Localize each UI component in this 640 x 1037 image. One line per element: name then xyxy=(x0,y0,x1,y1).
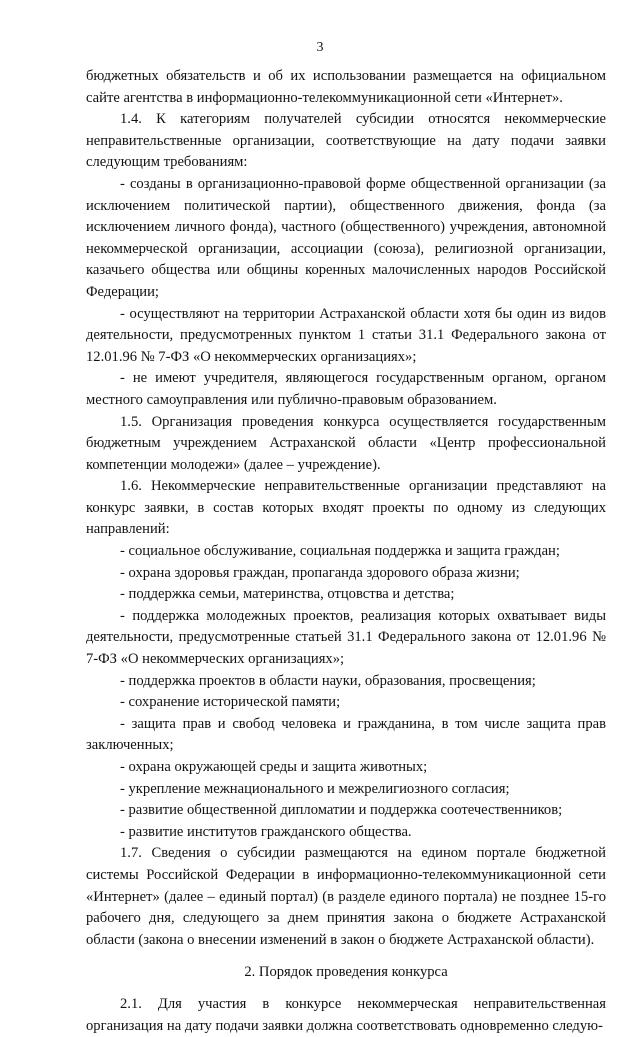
list-item: - созданы в организационно-правовой форме общественной организации (за исключением политической партии), общественного движения, фонда (за исключением личного фонда), частного (общественного) учреждения, автономной некоммерческой организации, ассоциации (союза), религиозной организации, казачьего общества или общины коренных малочисленных народов Российской Федерации; xyxy=(86,175,606,300)
list-item: - социальное обслуживание, социальная поддержка и защита граждан; xyxy=(120,543,560,560)
paragraph-2-1: 2.1. Для участия в конкурсе некоммерческая неправительственная организация на дату подачи заявки должна соответствовать одновременно следую- xyxy=(86,995,606,1034)
list-item: - не имеют учредителя, являющегося государственным органом, органом местного самоуправления или публично-правовым образованием. xyxy=(86,370,606,408)
page-number: 3 xyxy=(316,40,324,55)
list-item: - поддержка проектов в области науки, образования, просвещения; xyxy=(120,672,536,689)
list-item: - осуществляют на территории Астраханской области хотя бы один из видов деятельности, предусмотренных пунктом 1 статьи 31.1 Федерального закона от 12.01.96 № 7-ФЗ «О некоммерческих организациях»; xyxy=(86,305,606,365)
paragraph-1-6: 1.6. Некоммерческие неправительственные организации представляют на конкурс заявки, в состав которых входят проекты по одному из следующих направлений: xyxy=(86,478,606,538)
list-item: - сохранение исторической памяти; xyxy=(120,694,341,711)
list-item: - развитие общественной дипломатии и поддержка соотечественников; xyxy=(120,802,563,819)
paragraph-1-4: 1.4. К категориям получателей субсидии относятся некоммерческие неправительственные организации, соответствующие на дату подачи заявки следующим требованиям: xyxy=(86,111,606,171)
list-item: - развитие институтов гражданского общества. xyxy=(120,823,412,840)
list-item: - защита прав и свобод человека и гражданина, в том числе защита прав заключенных; xyxy=(86,715,606,754)
paragraph-1-7: 1.7. Сведения о субсидии размещаются на едином портале бюджетной системы Российской Федерации в информационно-телекоммуникационной сети «Интернет» (далее – единый портал) (в разделе единого портала) не позднее 15-го рабочего дня, следующего за днем принятия закона о бюджете Астраханской области (закона о внесении изменений в закон о бюджете Астраханской области). xyxy=(86,845,606,948)
section-heading: 2. Порядок проведения конкурса xyxy=(244,964,448,981)
paragraph-continuation: бюджетных обязательств и об их использовании размещается на официальном сайте агентства в информационно-телекоммуникационной сети «Интернет». xyxy=(86,68,606,106)
list-item: - охрана здоровья граждан, пропаганда здорового образа жизни; xyxy=(120,564,520,581)
list-item: - поддержка молодежных проектов, реализация которых охватывает виды деятельности, предусмотренные статьей 31.1 Федерального закона от 12.01.96 № 7-ФЗ «О некоммерческих организациях»; xyxy=(86,607,606,668)
list-item: - поддержка семьи, материнства, отцовства и детства; xyxy=(120,586,455,603)
list-item: - охрана окружающей среды и защита животных; xyxy=(120,759,428,775)
list-item: - укрепление межнационального и межрелигиозного согласия; xyxy=(120,780,510,797)
document-body xyxy=(86,66,606,1037)
paragraph-1-5: 1.5. Организация проведения конкурса осуществляется государственным бюджетным учреждением Астраханской области «Центр профессиональной компетенции молодежи» (далее – учреждение). xyxy=(86,413,606,473)
